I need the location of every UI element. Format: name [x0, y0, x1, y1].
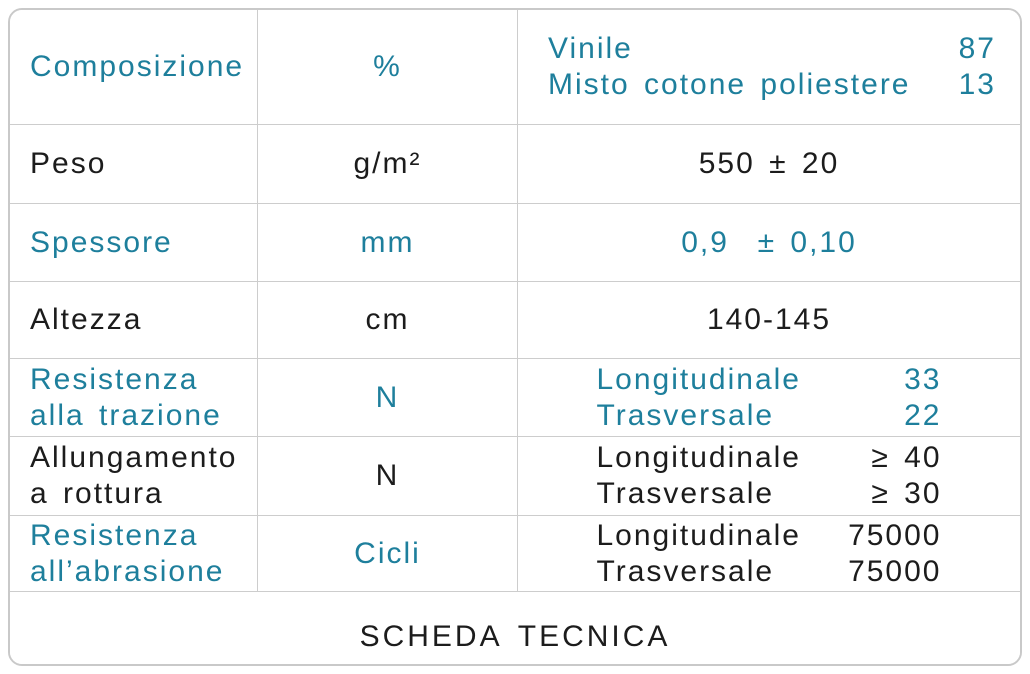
row-values-composizione: [518, 10, 1020, 124]
value-number: ≥ 30: [871, 477, 942, 510]
row-values-allungamento: [518, 436, 1020, 515]
row-unit-altezza: cm: [258, 281, 518, 358]
value-name: Misto cotone poliestere: [548, 68, 911, 101]
value-number: 75000: [848, 554, 942, 588]
value-number: 75000: [848, 518, 942, 552]
row-unit-resistenza-trazione: N: [258, 358, 518, 436]
value-name: Trasversale: [596, 398, 775, 432]
row-label-spessore: Spessore: [10, 203, 258, 281]
row-unit-allungamento: N: [258, 436, 518, 515]
value-name: Longitudinale: [596, 441, 801, 474]
row-values-peso: [518, 124, 1020, 203]
sheet-title: SCHEDA TECNICA: [10, 591, 1020, 664]
row-values-spessore: [518, 203, 1020, 281]
value-line: [597, 476, 942, 512]
value-line: [597, 362, 942, 398]
value-line: [597, 554, 942, 590]
row-label-peso: Peso: [10, 124, 258, 203]
value-line: [597, 398, 942, 434]
value-number: ≥ 40: [871, 441, 942, 474]
value-line: [597, 440, 942, 476]
value-line: [597, 518, 942, 554]
value-name: Longitudinale: [596, 362, 801, 396]
row-label-altezza: Altezza: [10, 281, 258, 358]
row-unit-peso: g/m²: [258, 124, 518, 203]
value-number: 87: [958, 32, 996, 65]
value-number: 0,9 ± 0,10: [681, 225, 857, 259]
value-number: 140-145: [706, 303, 832, 336]
value-name: Trasversale: [596, 554, 775, 588]
row-label-resistenza-abrasione: Resistenza all’abrasione: [10, 515, 258, 591]
value-line: [548, 67, 996, 103]
value-number: 22: [904, 398, 942, 432]
row-values-resistenza-abrasione: [518, 515, 1020, 591]
row-label-allungamento: Allungamento a rottura: [10, 436, 258, 515]
row-unit-resistenza-abrasione: Cicli: [258, 515, 518, 591]
row-values-altezza: [518, 281, 1020, 358]
spec-table: [8, 8, 1022, 666]
row-values-resistenza-trazione: [518, 358, 1020, 436]
row-label-resistenza-trazione: Resistenza alla trazione: [10, 358, 258, 436]
row-label-composizione: Composizione: [10, 10, 258, 124]
value-number: 13: [958, 68, 996, 101]
value-name: Longitudinale: [596, 518, 801, 552]
value-name: Vinile: [548, 32, 633, 65]
value-number: 550 ± 20: [698, 147, 840, 180]
row-unit-spessore: mm: [258, 203, 518, 281]
value-number: 33: [904, 362, 942, 396]
value-name: Trasversale: [596, 477, 775, 510]
value-line: [548, 31, 996, 67]
row-unit-composizione: %: [258, 10, 518, 124]
